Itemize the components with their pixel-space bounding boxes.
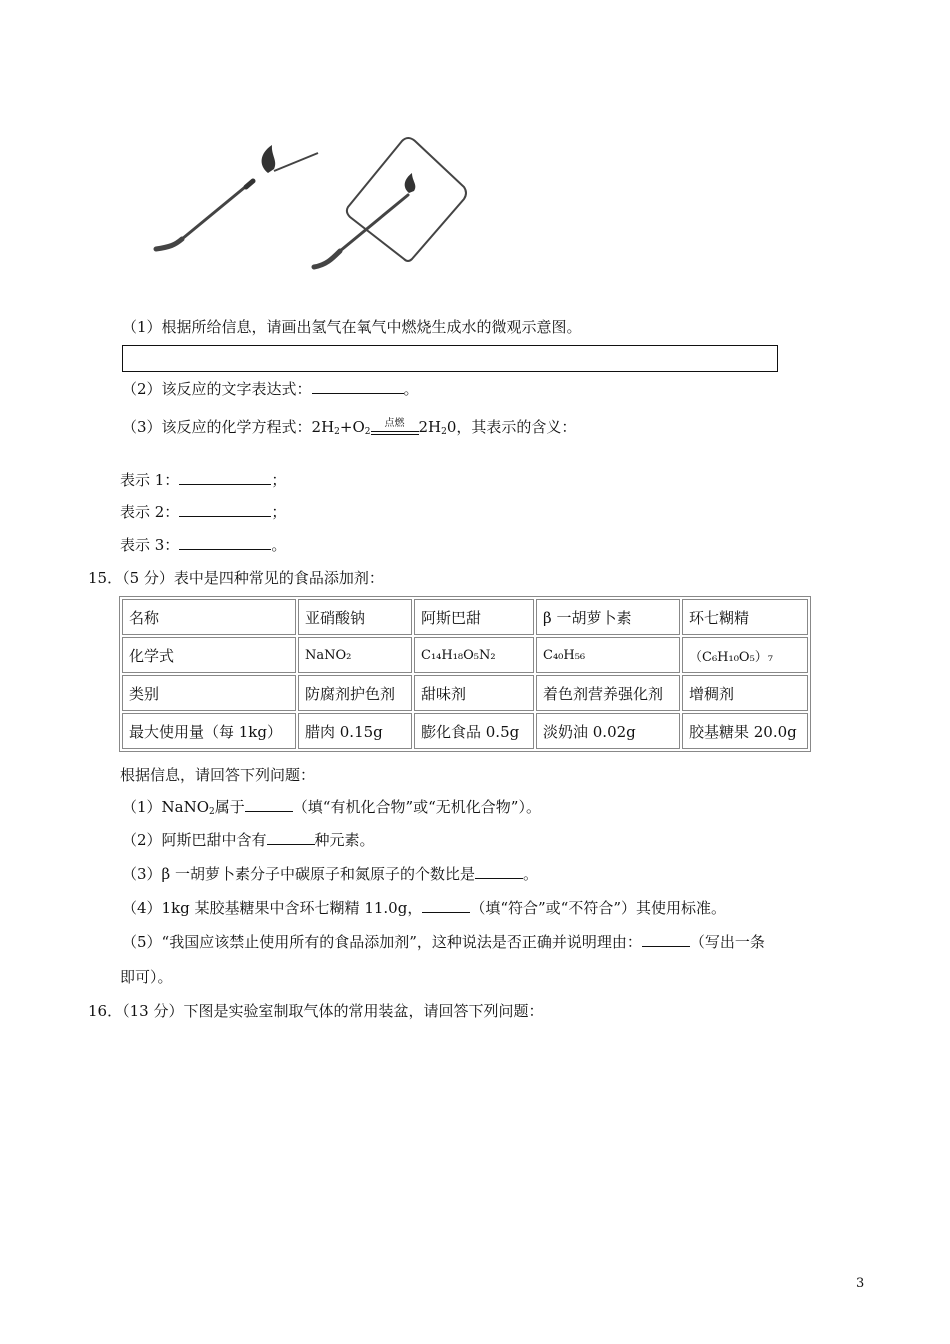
q4-text-a: （4）1kg 某胶基糖果中含环七糊精 11.0g， [122,899,423,917]
eq-end: 0，其表示的含义： [446,418,577,436]
eq-prefix: （3）该反应的化学方程式：2H [122,418,335,436]
condition-label: 点燃 [384,418,405,429]
page-number: 3 [856,1276,865,1291]
table-cell: 阿斯巴甜 [414,599,534,635]
drawing-answer-box[interactable] [122,345,778,372]
q4-text-b: （填“符合”或“不符合”）其使用标准。 [470,899,727,917]
meaning-end: ； [271,471,287,489]
reaction-condition [371,418,419,436]
q14-sub2 [122,378,419,399]
meaning-blank[interactable] [179,470,271,485]
q5-text-b: （写出一条 [689,933,765,951]
q3-blank[interactable] [475,864,523,879]
q15-title: 15．（5 分）表中是四种常见的食品添加剂： [88,569,384,587]
table-row [122,713,808,749]
table-cell: 胶基糖果 20.0g [682,713,808,749]
additives-table [119,596,811,752]
q15-q3 [122,863,538,884]
q14-sub2-blank[interactable] [312,379,404,394]
meaning-1 [120,469,286,490]
flame-icon-right [405,173,416,193]
meaning-blank[interactable] [179,502,271,517]
table-cell: 环七糊精 [682,599,808,635]
meaning-label: 表示 2： [120,503,180,521]
meaning-end: 。 [271,536,287,554]
q15-q4 [122,897,726,918]
q15-q5-cont: 即可）。 [120,968,173,986]
table-cell: 名称 [122,599,296,635]
meaning-2 [120,501,286,522]
table-cell: 类别 [122,675,296,711]
q1-text-a: （1）NaNO [122,798,210,816]
q14-sub2-text: （2）该反应的文字表达式： [122,380,312,398]
table-cell: 着色剂营养强化剂 [536,675,680,711]
q14-sub1: （1）根据所给信息，请画出氢气在氧气中燃烧生成水的微观示意图。 [122,318,582,336]
eq-product: 2H [418,418,442,436]
meaning-end: ； [271,503,287,521]
combustion-figure [150,135,480,275]
table-cell: 增稠剂 [682,675,808,711]
q2-text-a: （2）阿斯巴甜中含有 [122,831,267,849]
q1-text-c: （填“有机化合物”或“无机化合物”）。 [292,798,541,816]
meaning-label: 表示 3： [120,536,180,554]
table-cell: β 一胡萝卜素 [536,599,680,635]
bottle-icon [347,138,466,261]
table-cell: 甜味剂 [414,675,534,711]
q5-text-a: （5）“我国应该禁止使用所有的食品添加剂”，这种说法是否正确并说明理由： [122,933,642,951]
q16-title: 16．（13 分）下图是实验室制取气体的常用装盆，请回答下列问题： [88,1002,544,1020]
match-left [156,181,253,249]
q4-blank[interactable] [422,898,470,913]
q3-text-b: 。 [523,865,539,883]
table-row [122,637,808,673]
q14-sub3: （3）该反应的化学方程式：$2H_2+O_2$ 点燃 $2H_20$，其表示的含义： [122,416,576,437]
table-cell: 防腐剂护色剂 [298,675,412,711]
q2-blank[interactable] [267,830,315,845]
q3-text-a: （3）β 一胡萝卜素分子中碳原子和氮原子的个数比是 [122,865,475,883]
table-cell: 亚硝酸钠 [298,599,412,635]
table-cell: C₁₄H₁₈O₅N₂ [414,637,534,673]
meaning-label: 表示 1： [120,471,180,489]
table-cell: 最大使用量（每 1kg） [122,713,296,749]
q15-q5 [122,931,765,952]
eq-plus-o: +O [339,418,365,436]
table-cell: 淡奶油 0.02g [536,713,680,749]
q5-blank[interactable] [642,932,690,947]
flame-icon [262,145,276,173]
table-cell: （C₆H₁₀O₅）₇ [682,637,808,673]
table-row [122,599,808,635]
match-right [314,195,408,267]
q1-blank[interactable] [245,797,293,812]
table-cell: 膨化食品 0.5g [414,713,534,749]
q2-text-b: 种元素。 [314,831,375,849]
q15-q1: （1）NaNO$_2$属于 （填“有机化合物”或“无机化合物”）。 [122,798,541,817]
table-cell: 化学式 [122,637,296,673]
match-stick-icon [274,153,318,171]
q15-intro: 根据信息，请回答下列问题： [120,766,316,784]
table-cell: 腊肉 0.15g [298,713,412,749]
table-cell: NaNO₂ [298,637,412,673]
q14-sub2-end: 。 [403,380,419,398]
q1-text-b: 属于 [214,798,245,816]
table-cell: C₄₀H₅₆ [536,637,680,673]
meaning-blank[interactable] [179,535,271,550]
meaning-3 [120,534,286,555]
table-row [122,675,808,711]
q15-q2 [122,829,375,850]
